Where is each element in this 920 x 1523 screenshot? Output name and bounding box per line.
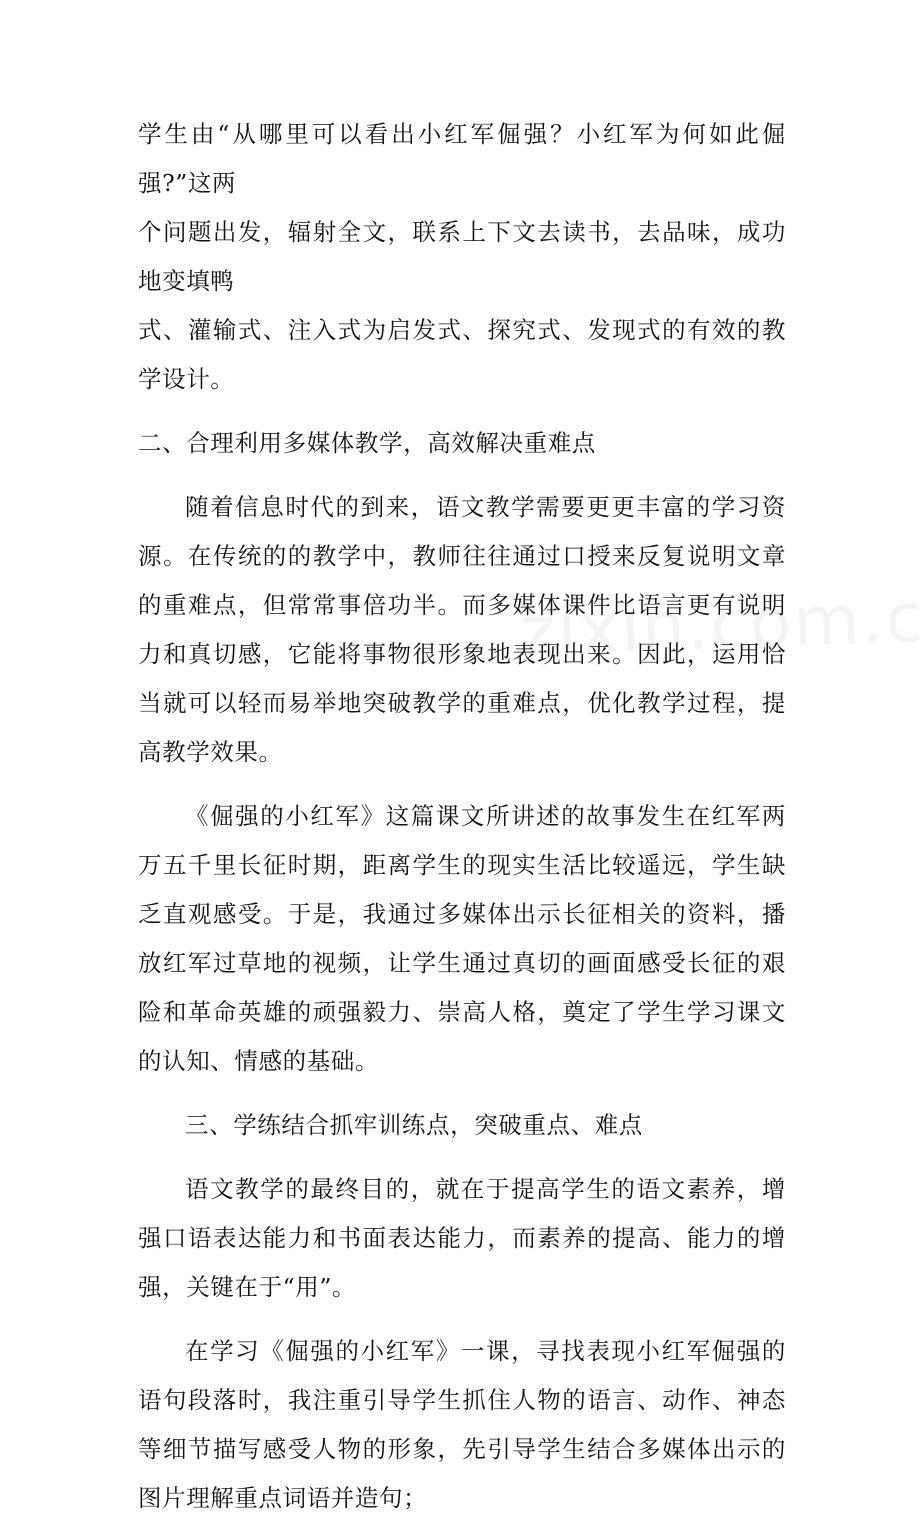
paragraph-multimedia: 随着信息时代的到来，语文教学需要更更丰富的学习资源。在传统的的教学中，教师往往通过口授来反复说明文章的重难点，但常常事倍功半。而多媒体课件比语言更有说明力和真切感，它能将事物很形象地表现出来。因此，运用恰当就可以轻而易举地突破教学的重难点，优化教学过程，提高教学效果。 <box>138 493 786 766</box>
text-line: 学生由“从哪里可以看出小红军倔强？小红军为何如此倔强?”这两 <box>138 120 786 197</box>
paragraph-lesson-example: 《倔强的小红军》这篇课文所讲述的故事发生在红军两万五千里长征时期，距离学生的现实生活比较遥远，学生缺乏直观感受。于是，我通过多媒体出示长征相关的资料，播放红军过草地的视频，让学生通过真切的画面感受长征的艰险和革命英雄的顽强毅力、崇高人格，奠定了学生学习课文的认知、情感的基础。 <box>138 802 786 1075</box>
paragraph-practice-example: 在学习《倔强的小红军》一课，寻找表现小红军倔强的语句段落时，我注重引导学生抓住人物的语言、动作、神态等细节描写感受人物的形象，先引导学生结合多媒体出示的图片理解重点词语并造句； <box>138 1337 786 1512</box>
paragraph-continued <box>138 110 786 404</box>
section-heading-2: 二、合理利用多媒体教学，高效解决重难点 <box>138 429 596 457</box>
text-line: 个问题出发，辐射全文，联系上下文去读书，去品味，成功地变填鸭 <box>138 218 786 295</box>
document-body <box>138 110 786 1523</box>
section-heading-3: 三、学练结合抓牢训练点，突破重点、难点 <box>185 1111 643 1139</box>
paragraph-teaching-goal: 语文教学的最终目的，就在于提高学生的语文素养，增强口语表达能力和书面表达能力，而素养的提高、能力的增强，关键在于“用”。 <box>138 1175 786 1301</box>
text-line: 式、灌输式、注入式为启发式、探究式、发现式的有效的教学设计。 <box>138 316 786 393</box>
